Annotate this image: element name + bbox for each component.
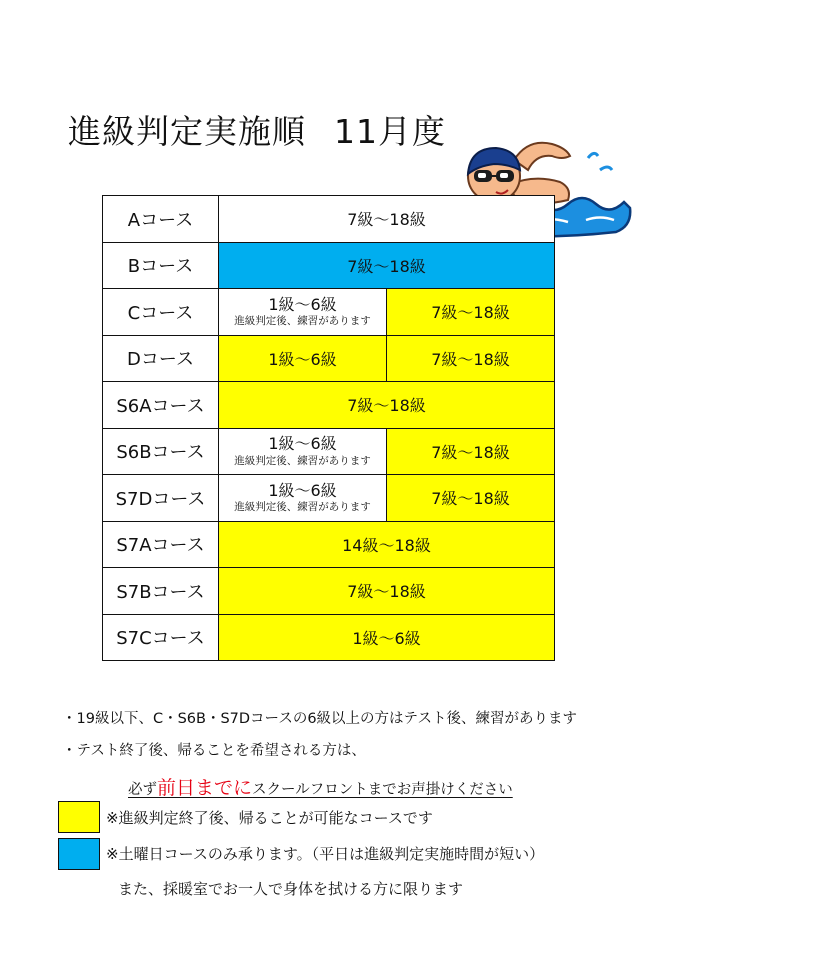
- schedule-table: [102, 195, 555, 661]
- grade-range-cell: 7級〜18級: [387, 335, 555, 382]
- grade-note-text: 進級判定後、練習があります: [234, 454, 371, 467]
- grade-range-text: 1級〜6級: [268, 480, 337, 500]
- table-row: [103, 521, 555, 568]
- note-red-deadline: 前日までに: [157, 777, 253, 799]
- legend-blue-text: ※土曜日コースのみ承ります。（平日は進級判定実施時間が短い）: [106, 845, 545, 863]
- grade-range-cell: 1級〜6級: [219, 335, 387, 382]
- note-line-1: ・19級以下、C・S6B・S7Dコースの6級以上の方はテスト後、練習があります: [62, 711, 577, 727]
- note-prefix: 必ず: [128, 782, 157, 798]
- page-title: [68, 106, 446, 153]
- course-name-cell: S7Bコース: [103, 568, 219, 615]
- course-name-cell: Bコース: [103, 242, 219, 289]
- table-row: [103, 242, 555, 289]
- legend-blue-swatch: [58, 838, 100, 870]
- grade-range-text: 1級〜6級: [268, 434, 337, 454]
- table-row: [103, 289, 555, 336]
- grade-range-cell: 7級〜18級: [387, 428, 555, 475]
- course-name-cell: S6Bコース: [103, 428, 219, 475]
- title-month: 11月度: [334, 112, 446, 151]
- grade-range-cell: 7級〜18級: [219, 382, 555, 429]
- grade-range-cell-with-note: [219, 428, 387, 475]
- table-row: [103, 428, 555, 475]
- course-name-cell: S7Dコース: [103, 475, 219, 522]
- grade-range-cell: 14級〜18級: [219, 521, 555, 568]
- table-row: [103, 382, 555, 429]
- grade-range-cell: 7級〜18級: [219, 568, 555, 615]
- table-row: [103, 614, 555, 661]
- legend-yellow-text: ※進級判定終了後、帰ることが可能なコースです: [106, 809, 433, 827]
- course-name-cell: S6Aコース: [103, 382, 219, 429]
- grade-range-cell: 7級〜18級: [387, 289, 555, 336]
- grade-range-cell-with-note: [219, 289, 387, 336]
- grade-range-cell: 7級〜18級: [219, 242, 555, 289]
- grade-range-text: 1級〜6級: [268, 294, 337, 314]
- course-name-cell: S7Aコース: [103, 521, 219, 568]
- course-name-cell: Aコース: [103, 196, 219, 243]
- table-row: [103, 335, 555, 382]
- table-row: [103, 196, 555, 243]
- title-main: 進級判定実施順: [68, 112, 306, 151]
- grade-range-cell: 1級〜6級: [219, 614, 555, 661]
- table-row: [103, 568, 555, 615]
- grade-range-cell-with-note: [219, 475, 387, 522]
- grade-note-text: 進級判定後、練習があります: [234, 315, 371, 328]
- legend-yellow-swatch: [58, 801, 100, 833]
- note-line-2: ・テスト終了後、帰ることを希望される方は、: [62, 743, 366, 759]
- course-name-cell: Cコース: [103, 289, 219, 336]
- grade-range-cell: 7級〜18級: [219, 196, 555, 243]
- legend-extra-text: また、採暖室でお一人で身体を拭ける方に限ります: [118, 880, 464, 898]
- course-name-cell: Dコース: [103, 335, 219, 382]
- note-suffix: スクールフロントまでお声掛けください: [252, 782, 513, 798]
- grade-note-text: 進級判定後、練習があります: [234, 501, 371, 514]
- course-name-cell: S7Cコース: [103, 614, 219, 661]
- grade-range-cell: 7級〜18級: [387, 475, 555, 522]
- note-line-3: [128, 773, 513, 800]
- table-row: [103, 475, 555, 522]
